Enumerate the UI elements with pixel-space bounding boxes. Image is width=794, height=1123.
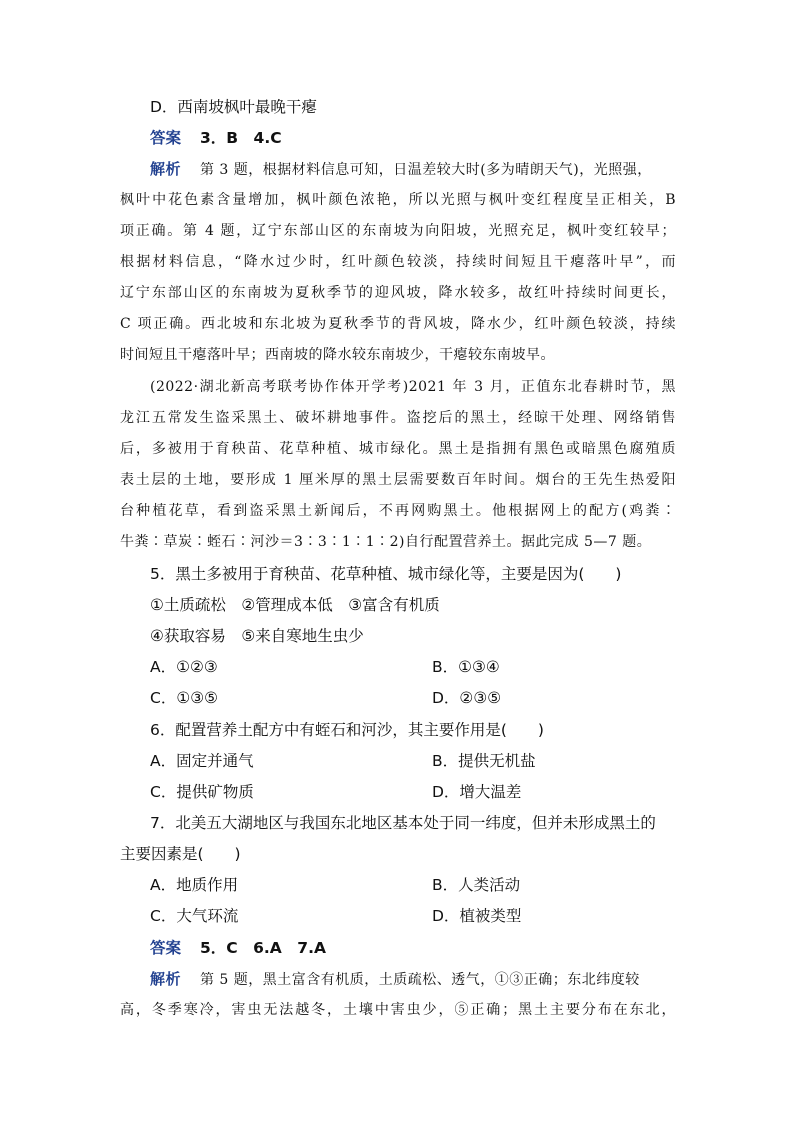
answer-text: 3．B 4.C: [199, 129, 282, 147]
question-5-items-1: ①土质疏松 ②管理成本低 ③富含有机质: [150, 596, 440, 614]
question-7-stem-1: 7．北美五大湖地区与我国东北地区基本处于同一纬度，但并未形成黑土的: [150, 814, 656, 832]
material-line-4: 表土层的土地，要形成 1 厘米厚的黑土层需要数百年时间。烟台的王先生热爱阳: [120, 472, 676, 488]
explain-line-5: 辽宁东部山区的东南坡为夏秋季节的迎风坡，降水较多，故红叶持续时间更长，: [120, 285, 676, 301]
question-5-option-a: A．①②③: [150, 658, 218, 676]
explain-line-2: 枫叶中花色素含量增加，枫叶颜色浓艳，所以光照与枫叶变红程度呈正相关，B: [120, 192, 676, 208]
question-6-option-c: C．提供矿物质: [150, 783, 254, 801]
answer-block-1: [150, 128, 706, 148]
explain-line-6: C 项正确。西北坡和东北坡为夏秋季节的背风坡，降水少，红叶颜色较淡，持续: [120, 316, 676, 332]
explain-label-2: 解析: [150, 970, 182, 988]
answer-label: 答案: [150, 129, 182, 147]
explain2-line-2: 高，冬季寒冷，害虫无法越冬，土壤中害虫少，⑤正确；黑土主要分布在东北，: [120, 1002, 676, 1018]
question-5-items-2: ④获取容易 ⑤来自寒地生虫少: [150, 627, 364, 645]
explain-line-1: [150, 159, 676, 180]
question-5-stem: 5．黑土多被用于育秧苗、花草种植、城市绿化等，主要是因为( ): [150, 565, 622, 583]
question-7-stem-2: 主要因素是( ): [120, 845, 241, 863]
question-6-stem: 6．配置营养土配方中有蛭石和河沙，其主要作用是( ): [150, 721, 544, 739]
explain2-text: 第 5 题，黑土富含有机质，土质疏松、透气，①③正确；东北纬度较: [199, 972, 640, 988]
question-7-option-d: D．植被类型: [432, 907, 522, 925]
material-line-2: 龙江五常发生盗采黑土、破坏耕地事件。盗挖后的黑土，经晾干处理、网络销售: [120, 410, 676, 426]
question-7-option-b: B．人类活动: [432, 876, 521, 894]
explain-line-3: 项正确。第 4 题，辽宁东部山区的东南坡为向阳坡，光照充足，枫叶变红较早；: [120, 223, 676, 239]
question-7-option-a: A．地质作用: [150, 876, 239, 894]
answer-block-2: [150, 938, 706, 958]
explain-line-7: 时间短且干瘪落叶早；西南坡的降水较东南坡少，干瘪较东南坡早。: [120, 347, 555, 363]
question-5-option-b: B．①③④: [432, 658, 500, 676]
question-5-option-c: C．①③⑤: [150, 689, 219, 707]
question-5-option-d: D．②③⑤: [432, 689, 502, 707]
option-d-prev: D．西南坡枫叶最晚干瘪: [150, 98, 317, 116]
material-line-1: (2022·湖北新高考联考协作体开学考)2021 年 3 月，正值东北春耕时节，黑: [150, 379, 676, 395]
explain-text: 第 3 题，根据材料信息可知，日温差较大时(多为晴朗天气)，光照强，: [199, 162, 652, 178]
answer-label-2: 答案: [150, 939, 182, 957]
explain-label: 解析: [150, 160, 182, 178]
question-6-option-a: A．固定并通气: [150, 752, 254, 770]
question-7-option-c: C．大气环流: [150, 907, 239, 925]
material-line-3: 后，多被用于育秧苗、花草种植、城市绿化。黑土是指拥有黑色或暗黑色腐殖质: [120, 441, 676, 457]
explain-line-4: 根据材料信息，“降水过少时，红叶颜色较淡，持续时间短且干瘪落叶早”，而: [120, 254, 676, 270]
answer-text-2: 5．C 6.A 7.A: [199, 939, 326, 957]
question-6-option-d: D．增大温差: [432, 783, 522, 801]
material-line-6: 牛粪∶草炭∶蛭石∶河沙＝3∶3∶1∶1∶2)自行配置营养土。据此完成 5—7 题。: [120, 534, 652, 550]
material-line-5: 台种植花草，看到盗采黑土新闻后，不再网购黑土。他根据网上的配方(鸡粪∶: [120, 503, 676, 519]
explain2-line-1: [150, 969, 676, 990]
question-6-option-b: B．提供无机盐: [432, 752, 536, 770]
